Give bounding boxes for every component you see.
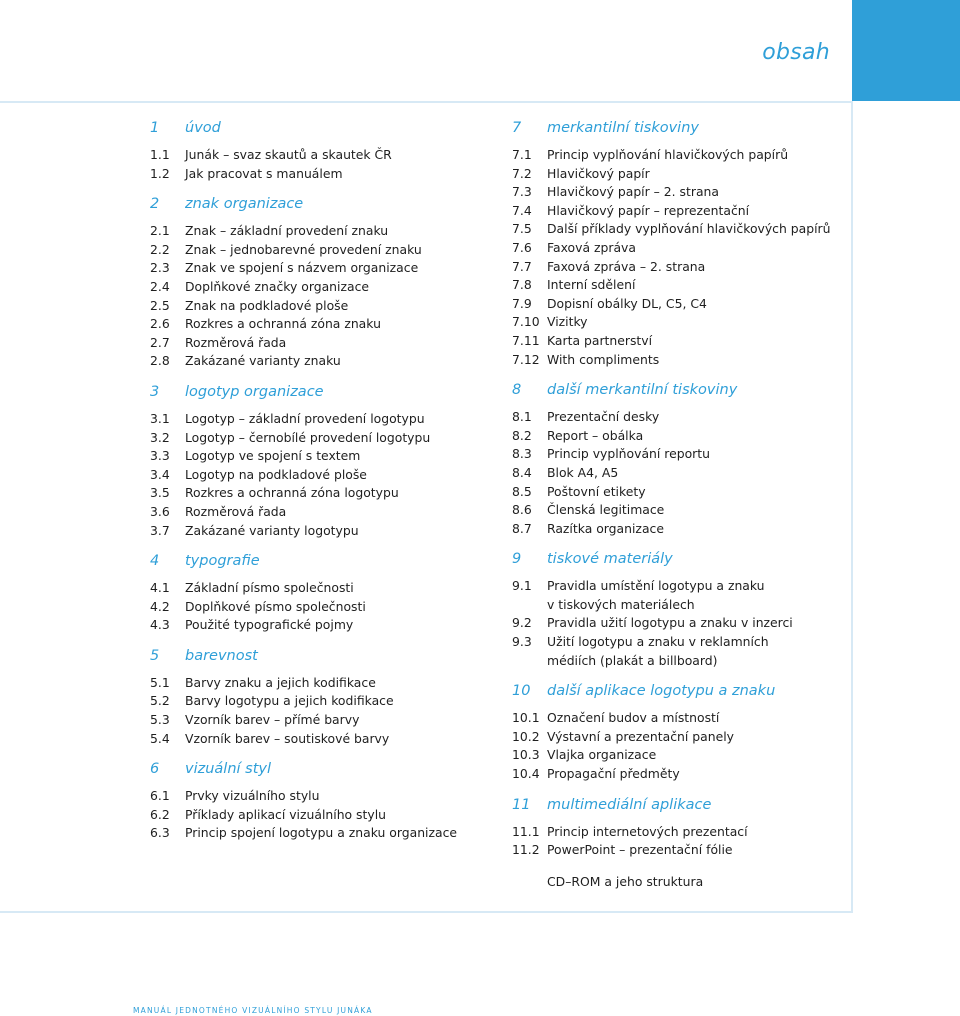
toc-item-number: 7.8 [512, 277, 532, 293]
section-title: znak organizace [185, 196, 304, 213]
section-title: vizuální styl [185, 761, 272, 778]
toc-item[interactable] [512, 614, 847, 633]
top-divider [0, 101, 852, 103]
toc-item-text: Logotyp – základní provedení logotypu [185, 410, 425, 426]
toc-item-number: 7.1 [512, 147, 532, 162]
toc-item-text: Princip vyplňování reportu [547, 446, 710, 462]
toc-item-number: 6.2 [150, 806, 170, 822]
toc-item[interactable] [512, 332, 847, 351]
toc-item[interactable] [150, 315, 500, 334]
toc-item[interactable] [512, 295, 847, 314]
toc-item[interactable] [512, 577, 847, 614]
toc-item-text: Logotyp – černobílé provedení logotypu [185, 429, 431, 445]
section-title: typografie [185, 553, 260, 570]
toc-item[interactable] [150, 522, 500, 541]
toc-item-number: 9.3 [512, 634, 532, 650]
toc-item[interactable] [512, 183, 847, 202]
toc-item[interactable] [150, 278, 500, 297]
toc-item-text: Hlavičkový papír – 2. strana [547, 184, 719, 200]
toc-item[interactable] [512, 823, 847, 842]
toc-item-text: Blok A4, A5 [547, 464, 619, 480]
toc-item-text: Doplňkové písmo společnosti [185, 598, 366, 614]
toc-item-number: 1.2 [150, 165, 170, 181]
toc-item[interactable] [150, 503, 500, 522]
toc-item-number: 8.2 [512, 427, 532, 443]
toc-item[interactable] [150, 787, 500, 806]
section-number: 2 [150, 196, 160, 213]
toc-section [512, 120, 847, 369]
toc-item[interactable] [512, 220, 847, 239]
section-number: 4 [150, 553, 160, 570]
toc-item-number: 6.1 [150, 788, 170, 804]
page-title: obsah [762, 40, 830, 65]
toc-item-text: Faxová zpráva – 2. strana [547, 258, 706, 274]
toc-extra-item[interactable]: CD–ROM a jeho struktura [547, 873, 704, 889]
toc-section [150, 120, 500, 183]
toc-item-number: 8.6 [512, 502, 532, 518]
toc-item[interactable] [512, 633, 847, 670]
toc-item-text: Dopisní obálky DL, C5, C4 [547, 295, 707, 311]
toc-item[interactable] [512, 146, 847, 165]
section-title: další merkantilní tiskoviny [547, 382, 738, 399]
toc-item-number: 3.1 [150, 410, 170, 426]
toc-item-text: Vlajka organizace [547, 747, 657, 763]
section-heading[interactable] [150, 120, 500, 146]
toc-item[interactable] [512, 313, 847, 332]
toc-item-number: 5.1 [150, 674, 170, 690]
toc-column-left [150, 120, 500, 856]
section-number: 9 [512, 551, 522, 568]
toc-item-number: 2.2 [150, 241, 170, 257]
toc-item-number: 2.4 [150, 278, 170, 294]
toc-item-text: Základní písmo společnosti [185, 580, 354, 596]
toc-item-number: 7.9 [512, 295, 532, 311]
section-heading[interactable] [150, 648, 500, 674]
toc-item-text: Poštovní etikety [547, 483, 646, 499]
section-number: 8 [512, 382, 522, 399]
toc-item[interactable] [150, 484, 500, 503]
toc-item-number: 7.3 [512, 184, 532, 200]
toc-item[interactable] [512, 445, 847, 464]
toc-item-text: Report – obálka [547, 427, 644, 443]
toc-item-number: 3.6 [150, 503, 170, 519]
section-number: 7 [512, 120, 522, 136]
toc-item-number: 2.8 [150, 353, 170, 369]
toc-item-text: Vzorník barev – přímé barvy [185, 712, 360, 728]
toc-item-number: 11.2 [512, 842, 540, 858]
toc-item-number: 8.5 [512, 483, 532, 499]
toc-item-number: 7.6 [512, 239, 532, 255]
toc-section [150, 384, 500, 540]
bottom-divider [0, 911, 853, 913]
section-number: 10 [512, 683, 531, 700]
toc-item-number: 3.3 [150, 448, 170, 464]
toc-item[interactable] [150, 222, 500, 241]
toc-item-number: 2.7 [150, 334, 170, 350]
toc-item-text: Faxová zpráva [547, 239, 636, 255]
toc-item[interactable] [512, 427, 847, 446]
toc-item[interactable] [150, 466, 500, 485]
toc-item-text: Rozměrová řada [185, 334, 287, 350]
toc-item-text: Barvy logotypu a jejich kodifikace [185, 693, 394, 709]
toc-item-number: 2.5 [150, 297, 170, 313]
toc-item[interactable] [150, 616, 500, 635]
toc-item[interactable] [150, 352, 500, 371]
toc-item-number: 8.7 [512, 520, 532, 536]
toc-item-text: Barvy znaku a jejich kodifikace [185, 674, 376, 690]
toc-item[interactable] [150, 711, 500, 730]
toc-item-number: 4.3 [150, 617, 170, 633]
toc-item-text: With compliments [547, 351, 660, 367]
toc-item[interactable] [512, 258, 847, 277]
toc-item-number: 7.12 [512, 351, 540, 367]
toc-item-text: Propagační předměty [547, 766, 680, 782]
toc-item-number: 5.3 [150, 712, 170, 728]
toc-item-text: Příklady aplikací vizuálního stylu [185, 806, 387, 822]
toc-item[interactable] [512, 728, 847, 747]
toc-item[interactable] [150, 165, 500, 184]
corner-accent-block [852, 0, 960, 101]
toc-item-text: Interní sdělení [547, 277, 636, 293]
toc-section [512, 683, 847, 783]
toc-item-text: PowerPoint – prezentační fólie [547, 842, 733, 858]
toc-item-text: Použité typografické pojmy [185, 617, 354, 633]
toc-item-text: Znak na podkladové ploše [185, 297, 349, 313]
toc-item[interactable] [150, 334, 500, 353]
toc-item-number: 3.7 [150, 522, 170, 538]
toc-item[interactable] [150, 241, 500, 260]
toc-item[interactable] [512, 520, 847, 539]
toc-item[interactable] [512, 351, 847, 370]
toc-item-text: Karta partnerství [547, 332, 653, 348]
toc-item[interactable] [150, 410, 500, 429]
toc-item-text: Znak – jednobarevné provedení znaku [185, 241, 422, 257]
section-heading[interactable] [512, 551, 847, 577]
toc-item-text: Rozměrová řada [185, 503, 287, 519]
toc-item-text: Princip spojení logotypu a znaku organizace [185, 825, 458, 841]
toc-item-number: 4.2 [150, 598, 170, 614]
section-number: 5 [150, 647, 160, 664]
toc-item-number: 10.2 [512, 728, 540, 744]
toc-item-text: Další příklady vyplňování hlavičkových papírů [547, 221, 831, 237]
toc-item[interactable] [150, 692, 500, 711]
toc-item[interactable] [512, 165, 847, 184]
toc-item-number: 6.3 [150, 825, 170, 841]
toc-item-number: 7.4 [512, 202, 532, 218]
section-number: 1 [150, 120, 160, 136]
toc-item-number: 3.5 [150, 485, 170, 501]
section-title: multimediální aplikace [547, 796, 712, 813]
toc-column-right [512, 120, 847, 891]
toc-item-text: Logotyp na podkladové ploše [185, 466, 367, 482]
toc-item-number: 10.3 [512, 747, 540, 763]
toc-item[interactable] [150, 824, 500, 843]
toc-item-text: Hlavičkový papír [547, 165, 650, 181]
section-number: 3 [150, 383, 160, 400]
toc-item-number: 7.7 [512, 258, 532, 274]
toc-item[interactable] [150, 806, 500, 825]
toc-item[interactable] [512, 501, 847, 520]
toc-item-number: 5.4 [150, 730, 170, 746]
toc-item[interactable] [512, 202, 847, 221]
toc-item-text: Junák – svaz skautů a skautek ČR [185, 147, 392, 162]
toc-section [512, 797, 847, 860]
toc-item-text: Vzorník barev – soutiskové barvy [185, 730, 390, 746]
section-title: úvod [185, 120, 221, 136]
toc-item-text: Prvky vizuálního stylu [185, 788, 320, 804]
section-heading[interactable] [150, 196, 500, 222]
section-title: barevnost [185, 647, 258, 664]
toc-item-number: 10.1 [512, 710, 540, 726]
toc-item[interactable] [150, 579, 500, 598]
side-divider [851, 101, 853, 913]
section-heading[interactable] [512, 797, 847, 823]
toc-item-text: Razítka organizace [547, 520, 664, 536]
toc-section [150, 648, 500, 748]
toc-item[interactable] [150, 429, 500, 448]
section-number: 6 [150, 761, 160, 778]
section-heading[interactable] [150, 553, 500, 579]
toc-item[interactable] [512, 464, 847, 483]
toc-section [150, 761, 500, 843]
toc-item-text: Doplňkové značky organizace [185, 278, 370, 294]
toc-item-text: Znak ve spojení s názvem organizace [185, 260, 419, 276]
toc-item[interactable] [150, 146, 500, 165]
toc-item-number: 3.2 [150, 429, 170, 445]
toc-item[interactable] [512, 239, 847, 258]
toc-item[interactable] [150, 259, 500, 278]
toc-item-text: Zakázané varianty znaku [185, 353, 341, 369]
section-title: tiskové materiály [547, 551, 673, 568]
toc-item[interactable] [150, 674, 500, 693]
toc-item-text: Vizitky [547, 314, 588, 330]
section-heading[interactable] [512, 120, 847, 146]
toc-item[interactable] [512, 709, 847, 728]
toc-item[interactable] [150, 730, 500, 749]
toc-item-number: 11.1 [512, 823, 540, 839]
toc-item-text: Rozkres a ochranná zóna znaku [185, 316, 381, 332]
toc-item-text: Užití logotypu a znaku v reklamních médiích (plakát a billboard) [547, 634, 769, 668]
toc-item[interactable] [150, 447, 500, 466]
toc-item-number: 1.1 [150, 147, 170, 162]
toc-item-number: 4.1 [150, 580, 170, 596]
section-heading[interactable] [150, 761, 500, 787]
section-heading[interactable] [512, 382, 847, 408]
toc-item-text: Zakázané varianty logotypu [185, 522, 359, 538]
toc-item[interactable] [512, 841, 847, 860]
toc-item-number: 2.3 [150, 260, 170, 276]
toc-item-text: Jak pracovat s manuálem [185, 165, 343, 181]
toc-item-text: Prezentační desky [547, 409, 660, 425]
toc-item[interactable] [150, 297, 500, 316]
toc-item[interactable] [512, 276, 847, 295]
toc-item-text: Pravidla umístění logotypu a znaku v tiskových materiálech [547, 578, 765, 612]
toc-item-number: 9.1 [512, 578, 532, 594]
toc-item[interactable] [512, 746, 847, 765]
toc-item[interactable] [512, 483, 847, 502]
toc-section [512, 382, 847, 538]
toc-item-number: 8.1 [512, 409, 532, 425]
toc-item-number: 7.5 [512, 221, 532, 237]
toc-item-text: Rozkres a ochranná zóna logotypu [185, 485, 399, 501]
toc-item-number: 7.11 [512, 332, 540, 348]
section-title: logotyp organizace [185, 383, 324, 400]
toc-item-text: Pravidla užití logotypu a znaku v inzerci [547, 615, 793, 631]
toc-item-number: 8.3 [512, 446, 532, 462]
toc-item-number: 9.2 [512, 615, 532, 631]
toc-item-number: 5.2 [150, 693, 170, 709]
toc-item[interactable] [512, 408, 847, 427]
toc-item-number: 2.6 [150, 316, 170, 332]
section-title: merkantilní tiskoviny [547, 120, 699, 136]
toc-item-text: Logotyp ve spojení s textem [185, 448, 361, 464]
toc-item-text: Princip vyplňování hlavičkových papírů [547, 147, 789, 162]
section-title: další aplikace logotypu a znaku [547, 683, 776, 700]
toc-item-text: Znak – základní provedení znaku [185, 223, 389, 239]
toc-item-number: 8.4 [512, 464, 532, 480]
toc-item-text: Členská legitimace [547, 502, 665, 518]
toc-item[interactable] [512, 765, 847, 784]
section-number: 11 [512, 796, 531, 813]
toc-item-text: Hlavičkový papír – reprezentační [547, 202, 750, 218]
toc-item-number: 10.4 [512, 766, 540, 782]
toc-item-number: 7.10 [512, 314, 540, 330]
toc-item-text: Princip internetových prezentací [547, 823, 748, 839]
section-heading[interactable] [512, 683, 847, 709]
toc-item[interactable] [150, 598, 500, 617]
toc-item-text: Označení budov a místností [547, 710, 720, 726]
toc-item-number: 7.2 [512, 165, 532, 181]
toc-section [150, 553, 500, 635]
toc-item-number: 3.4 [150, 466, 170, 482]
toc-item-number: 2.1 [150, 223, 170, 239]
toc-section [150, 196, 500, 371]
toc-item-text: Výstavní a prezentační panely [547, 728, 734, 744]
footer-manual-title: MANUÁL JEDNOTNÉHO VIZUÁLNÍHO STYLU JUNÁKA [133, 1006, 373, 1015]
section-heading[interactable] [150, 384, 500, 410]
toc-section [512, 551, 847, 670]
